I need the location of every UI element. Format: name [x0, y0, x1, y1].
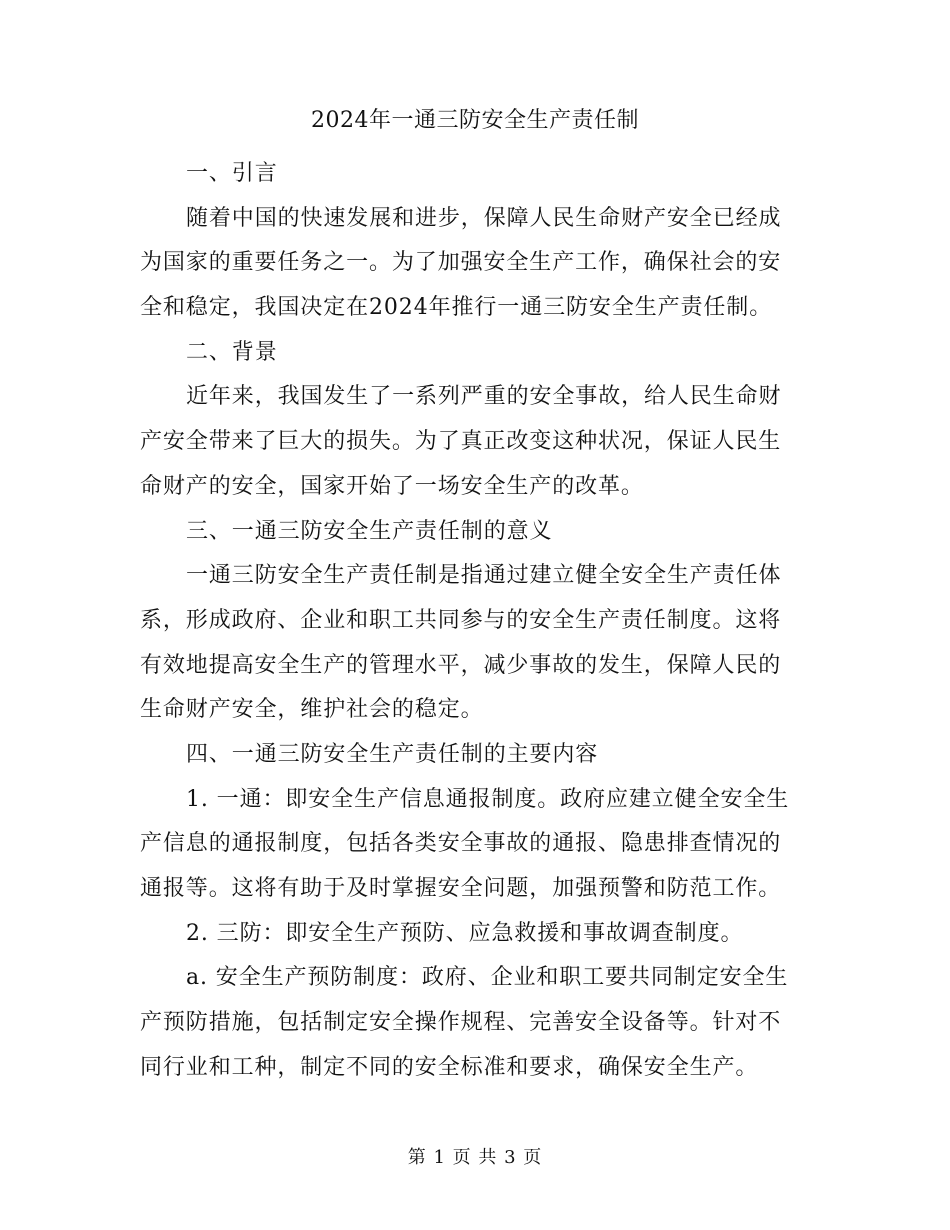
- list-item-line: a. 安全生产预防制度：政府、企业和职工要共同制定安全生: [186, 965, 789, 991]
- document-title: 2024年一通三防安全生产责任制: [311, 108, 639, 133]
- paragraph-line: 命财产的安全，国家开始了一场安全生产的改革。: [140, 473, 644, 499]
- list-item-line: 1. 一通：即安全生产信息通报制度。政府应建立健全安全生: [186, 786, 790, 812]
- section-heading-significance: 三、一通三防安全生产责任制的意义: [186, 518, 553, 544]
- list-item-line: 产信息的通报制度，包括各类安全事故的通报、隐患排查情况的: [140, 831, 782, 857]
- list-item-line: 通报等。这将有助于及时掌握安全问题，加强预警和防范工作。: [140, 876, 782, 901]
- paragraph-line: 有效地提高安全生产的管理水平，减少事故的发生，保障人民的: [140, 652, 782, 678]
- paragraph-line: 系，形成政府、企业和职工共同参与的安全生产责任制度。这将: [140, 607, 782, 633]
- paragraph-line: 随着中国的快速发展和进步，保障人民生命财产安全已经成: [186, 205, 782, 231]
- page-footer: 第 1 页 共 3 页: [407, 1147, 543, 1168]
- document-body: [140, 152, 812, 1090]
- paragraph-line: 生命财产安全，维护社会的稳定。: [140, 697, 484, 723]
- paragraph-line: 全和稳定，我国决定在2024年推行一通三防安全生产责任制。: [140, 295, 773, 321]
- paragraph-line: 一通三防安全生产责任制是指通过建立健全安全生产责任体: [186, 563, 782, 589]
- list-item-line: 同行业和工种，制定不同的安全标准和要求，确保安全生产。: [140, 1054, 759, 1080]
- section-heading-main-content: 四、一通三防安全生产责任制的主要内容: [186, 741, 599, 767]
- section-heading-background: 二、背景: [186, 339, 278, 365]
- paragraph-line: 产安全带来了巨大的损失。为了真正改变这种状况，保证人民生: [140, 429, 782, 455]
- paragraph-line: 近年来，我国发生了一系列严重的安全事故，给人民生命财: [186, 384, 782, 410]
- list-item-line: 2. 三防：即安全生产预防、应急救援和事故调查制度。: [186, 920, 744, 946]
- list-item-line: 产预防措施，包括制定安全操作规程、完善安全设备等。针对不: [140, 1010, 782, 1036]
- section-heading-intro: 一、引言: [186, 161, 278, 186]
- paragraph-line: 为国家的重要任务之一。为了加强安全生产工作，确保社会的安: [140, 250, 782, 276]
